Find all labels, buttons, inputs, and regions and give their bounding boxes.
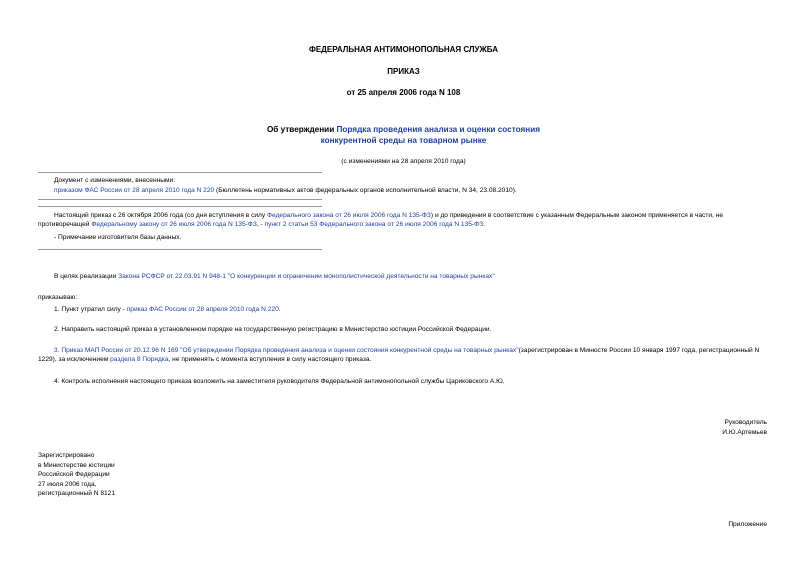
- changes-source: (Бюллетень нормативных актов федеральных органов исполнительной власти, N 34, 23.08.2010).: [214, 187, 517, 194]
- item-3: [38, 346, 773, 364]
- doc-date-number: от 25 апреля 2006 года N 108: [346, 88, 461, 97]
- title-link-line2[interactable]: конкурентной среды на товарном рынке: [320, 136, 487, 145]
- preamble: [54, 272, 495, 281]
- item-4: 4. Контроль исполнения настоящего приказа возложить на заместителя руководителя Федеральной антимонопольной службы Цариковского А.Ю.: [54, 378, 505, 385]
- doc-title: [0, 125, 807, 136]
- item-2: 2. Направить настоящий приказ в установленном порядке на государственную регистрацию в Министерство юстиции Российской Федерации.: [54, 326, 492, 333]
- preamble-text: В целях реализации: [54, 273, 119, 280]
- amendment-note: (с изменениями на 28 апреля 2010 года): [341, 158, 466, 165]
- signature-name: И.Ю.Артемьев: [722, 429, 767, 436]
- registration-number: регистрационный N 8121: [38, 490, 116, 497]
- item-1-end: .: [278, 306, 281, 313]
- note-text: .: [483, 221, 485, 228]
- order-word: приказываю:: [38, 294, 78, 301]
- note-link-law-2[interactable]: Федеральному закону от 26 июля 2006 года N 135-ФЗ: [91, 221, 257, 228]
- divider: [38, 172, 322, 173]
- doc-type: ПРИКАЗ: [387, 67, 420, 76]
- changes-entry: [54, 186, 517, 195]
- item-1: [54, 305, 281, 314]
- item-3-order-link[interactable]: 3. Приказ МАП России от 20.12.96 N 169 "Об утверждении Порядка проведения анализа и оценки состояния конкурентной среды на товарных рынках": [54, 347, 519, 354]
- item-1-link[interactable]: приказ ФАС России от 28 апреля 2010 года N 220: [126, 306, 279, 313]
- divider: [38, 199, 322, 200]
- registration-line: Российской Федерации: [38, 471, 110, 478]
- note-paragraph: [38, 211, 773, 229]
- note-db-remark: - Примечание изготовителя базы данных.: [54, 234, 182, 241]
- divider: [38, 249, 322, 250]
- preamble-law-link[interactable]: Закона РСФСР от 22.03.91 N 948-1 "О конкуренции и ограничении монополистической деятельности на товарных рынках": [118, 273, 495, 280]
- divider: [38, 206, 322, 207]
- registration-line: Зарегистрировано: [38, 452, 95, 459]
- note-link-law[interactable]: Федерального закона от 26 июля 2006 года N 135-ФЗ: [267, 212, 431, 219]
- changes-label: Документ с изменениями, внесенными:: [54, 177, 176, 184]
- note-text: Настоящий приказ с 26 октября 2006 года (со дня вступления в силу: [54, 212, 268, 219]
- item-3-text: , не применять с момента вступления в силу настоящего приказа.: [168, 356, 372, 363]
- title-prefix: Об утверждении: [266, 125, 337, 134]
- note-text: ) и до приведения в соответствие с указанным Федеральным законом применяется в части, не противоречащей: [38, 212, 724, 228]
- changes-link[interactable]: приказом ФАС России от 28 апреля 2010 года N 220: [54, 187, 215, 194]
- doc-title-line2: [0, 136, 807, 147]
- agency-name: ФЕДЕРАЛЬНАЯ АНТИМОНОПОЛЬНАЯ СЛУЖБА: [309, 45, 498, 54]
- item-3-text: (зарегистрирован в Минюсте России 10 января 1997 года, регистрационный N 1229), за исключением: [38, 347, 760, 363]
- item-3-section-link[interactable]: раздела 8 Порядка: [110, 356, 169, 363]
- signature-role: Руководитель: [724, 419, 767, 426]
- title-link[interactable]: Порядка проведения анализа и оценки состояния: [336, 125, 541, 134]
- appendix-label: Приложение: [728, 521, 767, 528]
- note-text: , -: [256, 221, 265, 228]
- registration-date: 27 июля 2006 года,: [38, 481, 97, 488]
- registration-line: в Министерстве юстиции: [38, 462, 115, 469]
- note-link-article[interactable]: пункт 2 статьи 53 Федерального закона от 26 июля 2006 года N 135-ФЗ: [264, 221, 484, 228]
- item-1-text: 1. Пункт утратил силу -: [54, 306, 127, 313]
